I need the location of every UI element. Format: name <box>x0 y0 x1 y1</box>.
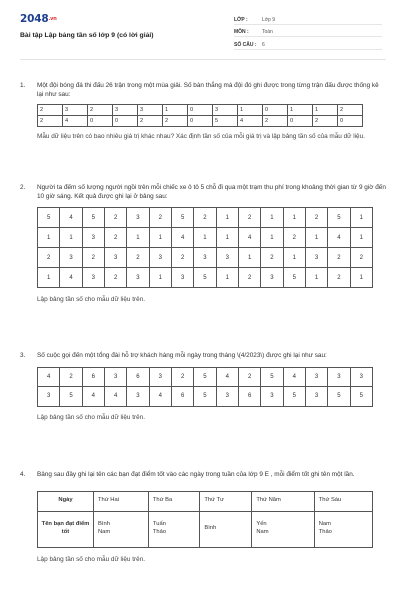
table-cell: 6 <box>171 387 193 407</box>
table-row <box>38 248 373 268</box>
table-cell: 1 <box>38 268 60 288</box>
table-cell: 5 <box>171 208 193 228</box>
table-row <box>38 387 373 407</box>
table-cell: 2 <box>350 248 372 268</box>
question-2 <box>20 184 386 305</box>
table-cell: 1 <box>350 208 372 228</box>
table-cell: 1 <box>261 228 283 248</box>
table-row <box>38 105 363 116</box>
table-cell: 3 <box>138 105 163 116</box>
table-cell: 4 <box>38 367 60 387</box>
table-cell: 1 <box>194 228 216 248</box>
table-cell: 3 <box>261 268 283 288</box>
student-name: Bình <box>98 521 110 528</box>
table-cell: 2 <box>328 248 350 268</box>
row-heading-names: Tên bạn đạt điểm tốt <box>38 511 94 547</box>
table-cell: 4 <box>238 228 260 248</box>
question-1 <box>20 82 386 142</box>
table-cell: 4 <box>238 116 263 127</box>
table-cell: 5 <box>194 268 216 288</box>
table-cell: 2 <box>104 228 126 248</box>
table-cell: 3 <box>328 367 350 387</box>
table-cell: 2 <box>338 105 363 116</box>
table-cell: 1 <box>305 228 327 248</box>
document-header <box>20 0 386 60</box>
q3-data-table <box>37 367 373 407</box>
day-cell: Thứ Ba <box>148 491 199 511</box>
names-cell <box>252 511 314 547</box>
table-row <box>38 208 373 228</box>
question-number: 4. <box>20 471 26 478</box>
table-row <box>38 228 373 248</box>
table-cell: 3 <box>104 367 126 387</box>
table-cell: 1 <box>60 228 82 248</box>
table-cell: 4 <box>216 367 238 387</box>
table-cell: 2 <box>328 268 350 288</box>
table-cell: 2 <box>163 116 188 127</box>
table-cell: 3 <box>127 208 149 228</box>
question-text: Người ta đếm số lượng người ngồi trên mỗi chiếc xe ô tô 5 chỗ đi qua một trạm thu phí trong khoảng thời gian từ 9 giờ đến 10 giờ sáng. Kết quả được ghi lại ở bảng sau: <box>37 184 386 200</box>
table-cell: 1 <box>283 208 305 228</box>
meta-count-value: 6 <box>262 41 265 48</box>
table-cell: 6 <box>238 387 260 407</box>
question-number: 1. <box>20 82 26 89</box>
names-cell <box>94 511 149 547</box>
table-cell: 1 <box>163 105 188 116</box>
table-cell: 5 <box>328 387 350 407</box>
logo-block <box>20 12 154 59</box>
table-cell: 3 <box>149 248 171 268</box>
table-cell: 3 <box>127 387 149 407</box>
table-cell: 3 <box>305 387 327 407</box>
table-cell: 5 <box>350 387 372 407</box>
table-cell: 1 <box>350 228 372 248</box>
q2-data-table <box>37 207 373 288</box>
meta-class-label: LỚP : <box>234 16 248 23</box>
meta-subject-label: MÔN : <box>234 29 249 36</box>
logo-suffix: .vn <box>48 16 57 22</box>
table-cell: 2 <box>283 228 305 248</box>
day-cell: Thứ Sáu <box>314 491 372 511</box>
question-text: Một đội bóng đá thi đấu 26 trận trong một mùa giải. Số bàn thắng mà đội đó ghi được trong từng trận đấu được thống kê lại như sau: <box>37 82 379 98</box>
table-cell: 1 <box>261 208 283 228</box>
table-cell: 3 <box>216 387 238 407</box>
meta-count <box>234 37 382 50</box>
table-cell: 2 <box>238 367 260 387</box>
table-cell: 1 <box>216 228 238 248</box>
table-cell: 3 <box>350 367 372 387</box>
meta-count-label: SỐ CÂU : <box>234 41 257 48</box>
table-cell: 2 <box>104 268 126 288</box>
table-cell: 2 <box>238 208 260 228</box>
table-cell: 2 <box>149 208 171 228</box>
table-cell: 1 <box>283 248 305 268</box>
question-subtext: Lập bảng tần số cho mẫu dữ liệu trên. <box>37 296 146 304</box>
table-cell: 2 <box>194 208 216 228</box>
table-cell: 3 <box>213 105 238 116</box>
table-cell: 3 <box>261 387 283 407</box>
day-cell: Thứ Tư <box>200 491 252 511</box>
names-cell <box>148 511 199 547</box>
row-heading-day: Ngày <box>38 491 94 511</box>
table-cell: 4 <box>328 228 350 248</box>
table-cell: 3 <box>63 105 88 116</box>
student-name: Thảo <box>152 529 167 536</box>
student-name: Nam <box>256 529 269 536</box>
table-row <box>38 268 373 288</box>
table-cell: 5 <box>38 208 60 228</box>
student-name: Yến <box>256 521 267 528</box>
table-cell: 1 <box>216 208 238 228</box>
table-cell: 5 <box>194 367 216 387</box>
table-cell: 0 <box>188 105 213 116</box>
question-subtext: Mẫu dữ liệu trên có bao nhiêu giá trị khác nhau? Xác định tần số của mỗi giá trị và lập bảng tần số của mẫu dữ liệu. <box>37 133 365 141</box>
student-name: Tuấn <box>152 521 166 528</box>
logo-text: 2048 <box>20 13 49 25</box>
table-cell: 2 <box>104 208 126 228</box>
question-subtext: Lập bảng tần số cho mẫu dữ liệu trên. <box>37 413 146 421</box>
question-number: 2. <box>20 184 26 191</box>
table-row <box>38 491 373 511</box>
table-cell: 4 <box>149 387 171 407</box>
table-cell: 4 <box>283 367 305 387</box>
table-cell: 2 <box>88 105 113 116</box>
table-cell: 3 <box>194 248 216 268</box>
table-cell: 1 <box>288 105 313 116</box>
table-cell: 4 <box>104 387 126 407</box>
table-cell: 3 <box>113 105 138 116</box>
table-cell: 2 <box>38 248 60 268</box>
table-cell: 2 <box>261 248 283 268</box>
table-cell: 0 <box>338 116 363 127</box>
table-cell: 1 <box>305 268 327 288</box>
table-cell: 0 <box>263 105 288 116</box>
table-cell: 2 <box>171 248 193 268</box>
question-number: 3. <box>20 352 26 359</box>
table-cell: 5 <box>213 116 238 127</box>
table-cell: 2 <box>171 367 193 387</box>
table-cell: 1 <box>350 268 372 288</box>
day-cell: Thứ Năm <box>252 491 314 511</box>
table-cell: 5 <box>60 387 82 407</box>
table-cell: 6 <box>82 367 104 387</box>
table-cell: 4 <box>63 116 88 127</box>
table-cell: 3 <box>305 367 327 387</box>
table-cell: 1 <box>216 268 238 288</box>
table-cell: 3 <box>149 367 171 387</box>
table-cell: 3 <box>127 268 149 288</box>
table-cell: 3 <box>305 248 327 268</box>
table-cell: 1 <box>149 228 171 248</box>
table-cell: 1 <box>127 228 149 248</box>
student-name: Thảo <box>318 529 332 536</box>
day-cell: Thứ Hai <box>94 491 149 511</box>
q4-data-table <box>37 491 373 548</box>
table-cell: 4 <box>60 208 82 228</box>
table-cell: 0 <box>88 116 113 127</box>
table-cell: 2 <box>305 208 327 228</box>
question-3 <box>20 352 386 422</box>
table-row <box>38 511 373 547</box>
table-cell: 5 <box>283 387 305 407</box>
table-cell: 1 <box>313 105 338 116</box>
document-meta <box>234 12 382 59</box>
table-cell: 2 <box>313 116 338 127</box>
table-cell: 4 <box>82 387 104 407</box>
table-row <box>38 116 363 127</box>
table-cell: 1 <box>38 228 60 248</box>
table-cell: 5 <box>194 387 216 407</box>
question-text: Bảng sau đây ghi lại tên các bạn đạt điểm tốt vào các ngày trong tuần của lớp 9 E , mỗi điểm tốt ghi tên một lần. <box>37 471 355 478</box>
table-cell: 3 <box>216 248 238 268</box>
table-cell: 2 <box>138 116 163 127</box>
site-logo[interactable] <box>20 12 154 26</box>
table-cell: 4 <box>171 228 193 248</box>
table-cell: 4 <box>60 268 82 288</box>
table-cell: 2 <box>238 268 260 288</box>
question-subtext: Lập bảng tần số cho mẫu dữ liệu trên. <box>37 555 146 563</box>
question-4 <box>20 471 386 564</box>
table-cell: 2 <box>82 248 104 268</box>
names-cell <box>200 511 252 547</box>
table-cell: 3 <box>104 248 126 268</box>
table-cell: 2 <box>60 367 82 387</box>
question-text: Số cuộc gọi đến một tổng đài hỗ trợ khách hàng mỗi ngày trong tháng \(4/2023\) được ghi lại như sau: <box>37 352 327 359</box>
table-cell: 1 <box>149 268 171 288</box>
table-cell: 5 <box>283 268 305 288</box>
meta-class <box>234 12 382 25</box>
table-row <box>38 367 373 387</box>
student-name: Nam <box>318 521 331 528</box>
table-cell: 5 <box>261 367 283 387</box>
table-cell: 6 <box>127 367 149 387</box>
table-cell: 0 <box>188 116 213 127</box>
q1-data-table <box>37 104 363 127</box>
table-cell: 2 <box>127 248 149 268</box>
table-cell: 3 <box>38 387 60 407</box>
meta-subject-value: Toán <box>262 29 273 36</box>
table-cell: 2 <box>263 116 288 127</box>
table-cell: 0 <box>288 116 313 127</box>
table-cell: 1 <box>238 248 260 268</box>
table-cell: 3 <box>60 248 82 268</box>
table-cell: 2 <box>38 105 63 116</box>
table-cell: 3 <box>171 268 193 288</box>
student-name: Bình <box>204 525 217 532</box>
table-cell: 1 <box>238 105 263 116</box>
names-cell <box>314 511 372 547</box>
table-cell: 5 <box>328 208 350 228</box>
meta-class-value: Lớp 9 <box>262 16 276 23</box>
table-cell: 5 <box>82 208 104 228</box>
table-cell: 3 <box>82 228 104 248</box>
table-cell: 2 <box>38 116 63 127</box>
table-cell: 3 <box>82 268 104 288</box>
student-name: Nam <box>98 529 111 536</box>
meta-subject <box>234 25 382 38</box>
document-title: Bài tập Lập bảng tần số lớp 9 (có lời giải) <box>20 32 154 40</box>
table-cell: 0 <box>113 116 138 127</box>
